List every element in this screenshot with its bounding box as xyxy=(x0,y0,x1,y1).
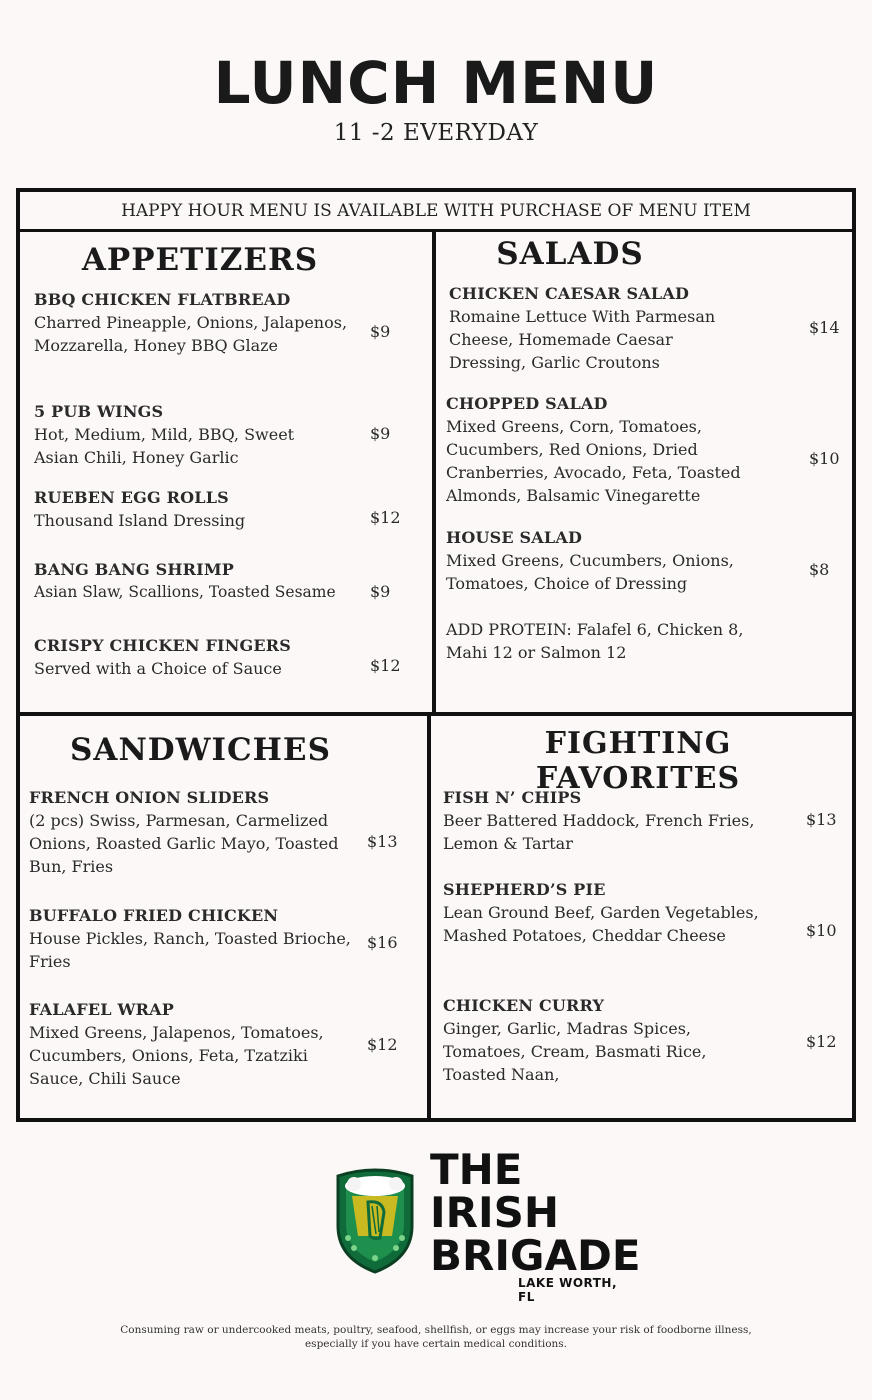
item-name: FRENCH ONION SLIDERS xyxy=(29,788,270,807)
item-desc: Thousand Island Dressing xyxy=(34,511,246,530)
item-name: BBQ CHICKEN FLATBREAD xyxy=(34,290,291,309)
item-desc: Hot, Medium, Mild, BBQ, Sweet Asian Chili, Honey Garlic xyxy=(34,425,295,467)
list-item xyxy=(29,904,374,973)
item-name: 5 PUB WINGS xyxy=(34,402,164,421)
list-item xyxy=(449,282,749,374)
list-item xyxy=(34,486,364,532)
item-price: $9 xyxy=(370,424,391,443)
item-desc: Mixed Greens, Jalapenos, Tomatoes, Cucumbers, Onions, Feta, Tzatziki Sauce, Chili Sauce xyxy=(29,1023,324,1088)
logo-line-brigade: BRIGADE xyxy=(430,1231,641,1280)
item-price: $12 xyxy=(370,508,401,527)
list-item xyxy=(34,288,354,357)
item-price: $13 xyxy=(367,832,398,851)
row-divider xyxy=(20,712,852,716)
menu-frame xyxy=(16,188,856,1122)
list-item xyxy=(29,786,359,878)
item-name: RUEBEN EGG ROLLS xyxy=(34,488,229,507)
item-price: $9 xyxy=(370,322,391,341)
list-item xyxy=(446,526,756,595)
page-title: LUNCH MENU xyxy=(213,49,659,117)
item-desc: Asian Slaw, Scallions, Toasted Sesame xyxy=(34,583,336,601)
item-price: $12 xyxy=(370,656,401,675)
add-protein-note: ADD PROTEIN: Falafel 6, Chicken 8, Mahi 12 or Salmon 12 xyxy=(446,620,744,662)
item-price: $10 xyxy=(806,921,837,940)
list-item xyxy=(34,634,364,680)
item-desc: Charred Pineapple, Onions, Jalapenos, Mozzarella, Honey BBQ Glaze xyxy=(34,313,348,355)
column-divider-bottom xyxy=(427,712,431,1122)
item-desc: Mixed Greens, Cucumbers, Onions, Tomatoes, Choice of Dressing xyxy=(446,551,734,593)
list-item xyxy=(443,994,743,1086)
item-desc: Ginger, Garlic, Madras Spices, Tomatoes, Cream, Basmati Rice, Toasted Naan, xyxy=(443,1019,707,1084)
logo-wordmark xyxy=(430,1145,641,1280)
logo-location: LAKE WORTH, FL xyxy=(518,1276,618,1304)
logo-line-irish: IRISH xyxy=(430,1188,559,1237)
item-price: $10 xyxy=(809,449,840,468)
item-desc: Served with a Choice of Sauce xyxy=(34,659,282,678)
list-item xyxy=(34,400,324,469)
item-name: SHEPHERD’S PIE xyxy=(443,880,606,899)
item-desc: Lean Ground Beef, Garden Vegetables, Mashed Potatoes, Cheddar Cheese xyxy=(443,903,759,945)
item-name: BUFFALO FRIED CHICKEN xyxy=(29,906,279,925)
item-name: BANG BANG SHRIMP xyxy=(34,560,234,579)
item-desc: (2 pcs) Swiss, Parmesan, Carmelized Onions, Roasted Garlic Mayo, Toasted Bun, Fries xyxy=(29,811,339,876)
happy-hour-banner: HAPPY HOUR MENU IS AVAILABLE WITH PURCHASE OF MENU ITEM xyxy=(20,192,852,232)
item-desc: Romaine Lettuce With Parmesan Cheese, Homemade Caesar Dressing, Garlic Croutons xyxy=(449,307,716,372)
item-price: $12 xyxy=(806,1032,837,1051)
item-price: $9 xyxy=(370,582,391,601)
item-price: $12 xyxy=(367,1035,398,1054)
item-name: FISH N’ CHIPS xyxy=(443,788,582,807)
food-safety-disclaimer: Consuming raw or undercooked meats, poultry, seafood, shellfish, or eggs may increase your risk of foodborne illness, especially if you have certain medical conditions. xyxy=(120,1324,752,1350)
item-desc: Mixed Greens, Corn, Tomatoes, Cucumbers, Red Onions, Dried Cranberries, Avocado, Feta, Toasted Almonds, Balsamic Vinegarette xyxy=(446,417,741,505)
salads-title: SALADS xyxy=(496,236,644,272)
irish-brigade-logo xyxy=(332,1145,641,1304)
item-name: CHICKEN CURRY xyxy=(443,996,605,1015)
list-item xyxy=(29,998,349,1090)
page-subtitle: 11 -2 EVERYDAY xyxy=(333,120,539,146)
item-name: HOUSE SALAD xyxy=(446,528,583,547)
list-item xyxy=(443,878,783,947)
sandwiches-title: SANDWICHES xyxy=(70,732,331,768)
item-name: CHICKEN CAESAR SALAD xyxy=(449,284,690,303)
harp-shield-icon xyxy=(332,1166,418,1276)
item-price: $13 xyxy=(806,810,837,829)
item-desc: Beer Battered Haddock, French Fries, Lemon & Tartar xyxy=(443,811,755,853)
column-divider-top xyxy=(432,230,436,716)
item-name: CHOPPED SALAD xyxy=(446,394,608,413)
list-item xyxy=(34,558,369,604)
item-price: $16 xyxy=(367,933,398,952)
item-name: CRISPY CHICKEN FINGERS xyxy=(34,636,292,655)
item-price: $14 xyxy=(809,318,840,337)
list-item xyxy=(443,786,783,855)
item-desc: House Pickles, Ranch, Toasted Brioche, Fries xyxy=(29,929,351,971)
list-item xyxy=(446,392,756,507)
appetizers-title: APPETIZERS xyxy=(81,242,319,278)
logo-line-the: THE xyxy=(430,1145,523,1194)
item-name: FALAFEL WRAP xyxy=(29,1000,174,1019)
item-price: $8 xyxy=(809,560,830,579)
favorites-title: FIGHTING FAVORITES xyxy=(535,726,741,796)
